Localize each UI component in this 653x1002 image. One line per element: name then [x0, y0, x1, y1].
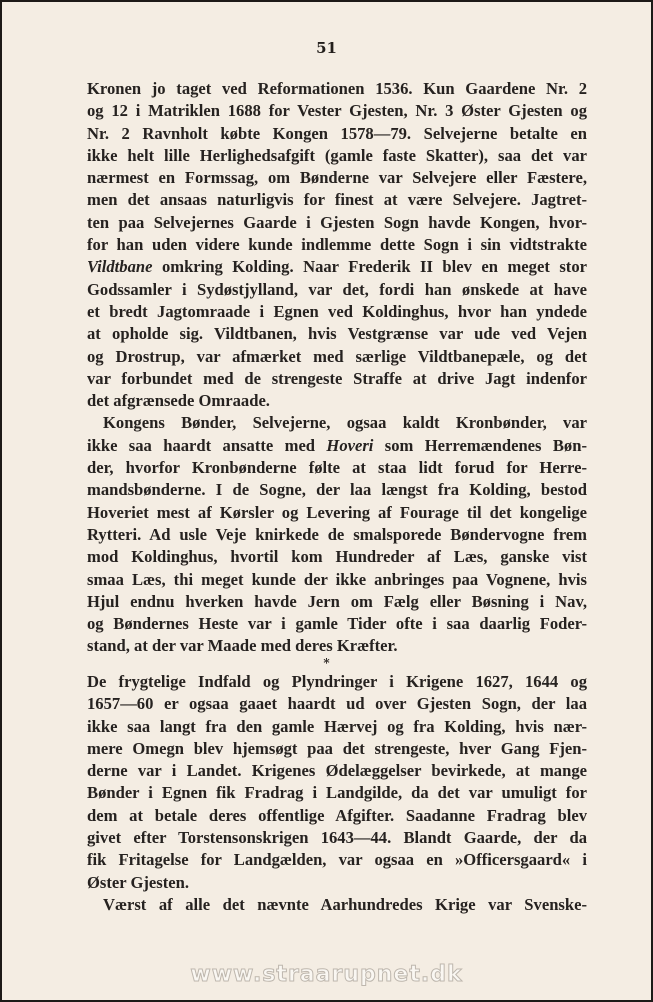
text-line: og 12 i Matriklen 1688 for Vester Gjesten, Nr. 3 Øster Gjesten og — [87, 101, 587, 121]
text-line: Hjul endnu hverken havde Jern om Fælg eller Bøsning i Nav, — [87, 591, 587, 611]
text-line: 1657—60 er ogsaa gaaet haardt ud over Gjesten Sogn, der laa — [87, 694, 587, 714]
text-line: og Bøndernes Heste var i gamle Tider ofte i saa daarlig Foder- — [87, 614, 587, 634]
text-line: Værst af alle det nævnte Aarhundredes Krige var Svenske- — [103, 894, 587, 914]
text-line: ikke saa langt fra den gamle Hærvej og fra Kolding, hvis nær- — [87, 716, 587, 736]
text-line: smaa Læs, thi meget kunde der ikke anbringes paa Vognene, hvis — [87, 569, 587, 589]
paragraph — [87, 671, 587, 894]
text-line — [87, 256, 587, 278]
text-run: som Herremændenes Bøn- — [373, 435, 587, 455]
text-line: at opholde sig. Vildtbanen, hvis Vestgrænse var ude ved Vejen — [87, 324, 587, 344]
paragraph — [87, 894, 587, 916]
text-line — [87, 435, 587, 457]
text-line: Kronen jo taget ved Reformationen 1536. Kun Gaardene Nr. 2 — [87, 79, 587, 98]
text-line: der, hvorfor Kronbønderne følte at staa lidt forud for Herre- — [87, 458, 587, 478]
text-line: Kongens Bønder, Selvejerne, ogsaa kaldt Kronbønder, var — [103, 413, 587, 433]
italic-term: Vildtbane — [87, 257, 153, 277]
text-line: mod Koldinghus, hvortil kom Hundreder af Læs, ganske vist — [87, 547, 587, 567]
text-line: Godssamler i Sydøstjylland, var det, fordi han ønskede at have — [87, 279, 587, 299]
paragraph — [87, 78, 587, 412]
text-line: ikke helt lille Herlighedsafgift (gamle faste Skatter), saa det var — [87, 145, 587, 165]
text-line: Rytteri. Ad usle Veje knirkede de smalsporede Bøndervogne frem — [87, 524, 587, 544]
page-number: 51 — [316, 39, 337, 57]
text-line: Nr. 2 Ravnholt købte Kongen 1578—79. Selvejerne betalte en — [87, 123, 587, 143]
text-line: for han uden videre kunde indlemme dette Sogn i sin vidtstrakte — [87, 235, 587, 255]
text-line: derne var i Landet. Krigenes Ødelæggelser bevirkede, at mange — [87, 761, 587, 781]
paragraph — [87, 412, 587, 657]
watermark: www.straarupnet.dk — [190, 962, 463, 987]
text-block-bottom — [87, 671, 587, 916]
text-block-top — [87, 78, 587, 658]
text-line: Øster Gjesten. — [87, 872, 189, 892]
text-line: det afgrænsede Omraade. — [87, 391, 270, 411]
text-line: ten paa Selvejernes Gaarde i Gjesten Sogn havde Kongen, hvor- — [87, 212, 587, 232]
text-line: givet efter Torstensonskrigen 1643—44. Blandt Gaarde, der da — [87, 828, 587, 848]
text-line: Hoveriet mest af Kørsler og Levering af Fourage til det kongelige — [87, 502, 587, 522]
text-line: De frygtelige Indfald og Plyndringer i Krigene 1627, 1644 og — [87, 672, 587, 691]
text-line: dem at betale deres offentlige Afgifter. Saadanne Fradrag blev — [87, 805, 587, 825]
text-line: men det ansaas naturligvis for finest at være Selvejere. Jagtret- — [87, 190, 587, 210]
text-line: mandsbønderne. I de Sogne, der laa længst fra Kolding, bestod — [87, 480, 587, 500]
italic-term: Hoveri — [326, 435, 374, 455]
text-line: nærmest en Formssag, om Bønderne var Selvejere eller Fæstere, — [87, 168, 587, 188]
text-line: Bønder i Egnen fik Fradrag i Landgilde, da det var umuligt for — [87, 783, 587, 803]
section-separator: * — [323, 656, 330, 670]
text-line: stand, at der var Maade med deres Kræfter. — [87, 636, 398, 656]
text-line: mere Omegn blev hjemsøgt paa det strengeste, hver Gang Fjen- — [87, 738, 587, 758]
text-run: omkring Kolding. Naar Frederik II blev en meget stor — [152, 257, 587, 277]
text-run: ikke saa haardt ansatte med — [87, 435, 327, 455]
text-line: fik Fritagelse for Landgælden, var ogsaa en »Officersgaard« i — [87, 850, 587, 870]
text-line: et bredt Jagtomraade i Egnen ved Koldinghus, hvor han yndede — [87, 301, 587, 321]
text-line: og Drostrup, var afmærket med særlige Vildtbanepæle, og det — [87, 346, 587, 366]
text-line: var forbundet med de strengeste Straffe at drive Jagt indenfor — [87, 368, 587, 388]
